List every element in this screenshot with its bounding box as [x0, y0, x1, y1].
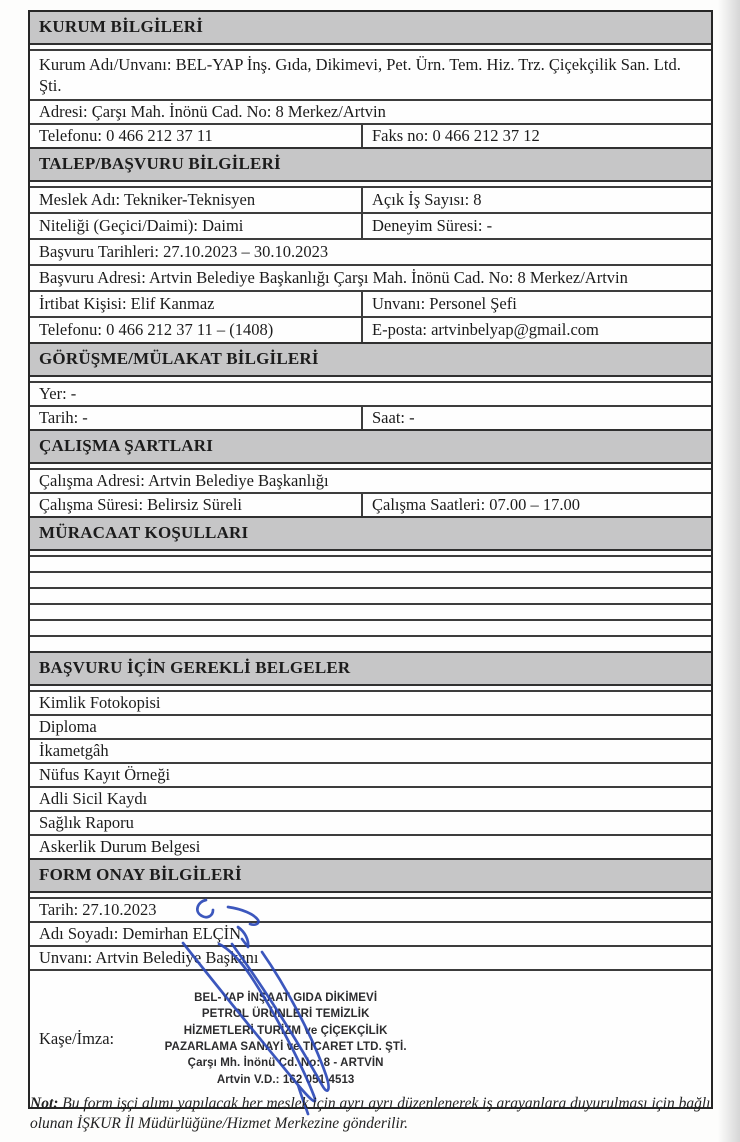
empty-row	[30, 619, 711, 635]
field-kurum-adresi-text: Adresi: Çarşı Mah. İnönü Cad. No: 8 Merkez/Artvin	[39, 102, 386, 122]
stamp-line: PETROL ÜRÜNLERİ TEMİZLİK	[201, 1008, 370, 1021]
field-onay-ad-soyad-text: Adı Soyadı: Demirhan ELÇİN	[39, 924, 242, 944]
field-irtibat-unvan	[30, 290, 711, 316]
field-calisma-sure-saat	[30, 492, 711, 516]
section-header-gorusme-mulakat: GÖRÜŞME/MÜLAKAT BİLGİLERİ	[30, 342, 711, 375]
field-gorusme-saat-text: Saat: -	[372, 408, 415, 428]
field-kurum-faks-text: Faks no: 0 466 212 37 12	[372, 126, 540, 146]
field-kase-imza	[30, 969, 711, 1107]
field-deneyim-suresi	[363, 214, 711, 238]
empty-row	[30, 635, 711, 651]
field-gorusme-yer	[30, 381, 711, 405]
empty-row	[30, 571, 711, 587]
field-irtibat-unvani	[363, 292, 711, 316]
belge-nufus-kayit: Nüfus Kayıt Örneği	[39, 765, 171, 785]
field-gorusme-tarih	[30, 407, 363, 429]
belge-saglik-raporu: Sağlık Raporu	[39, 813, 134, 833]
field-basvuru-tarihleri	[30, 238, 711, 264]
belge-item	[30, 834, 711, 858]
section-header-gerekli-belgeler: BAŞVURU İÇİN GEREKLİ BELGELER	[30, 651, 711, 684]
stamp-line: HİZMETLERİ TURİZM ve ÇİÇEKÇİLİK	[183, 1024, 388, 1037]
field-basvuru-tarihleri-text: Başvuru Tarihleri: 27.10.2023 – 30.10.2023	[39, 242, 329, 262]
section-header-calisma-sartlari: ÇALIŞMA ŞARTLARI	[30, 429, 711, 462]
field-gorusme-yer-text: Yer: -	[39, 384, 77, 404]
field-calisma-saatleri-text: Çalışma Saatleri: 07.00 – 17.00	[372, 495, 581, 515]
belge-item	[30, 786, 711, 810]
field-telefon-faks	[30, 123, 711, 147]
field-meslek-acikis	[30, 186, 711, 212]
belge-kimlik-fotokopisi: Kimlik Fotokopisi	[39, 693, 161, 713]
field-niteligi	[30, 214, 363, 238]
field-calisma-adresi	[30, 468, 711, 492]
field-calisma-saatleri	[363, 494, 711, 516]
form-table	[28, 10, 713, 1109]
field-acik-is-sayisi-text: Açık İş Sayısı: 8	[372, 190, 482, 210]
field-kurum-faks	[363, 125, 711, 147]
empty-row	[30, 603, 711, 619]
stamp-line: Çarşı Mh. İnönü Cd. No: 8 - ARTVİN	[187, 1057, 384, 1070]
field-deneyim-suresi-text: Deneyim Süresi: -	[372, 216, 493, 236]
field-meslek-adi-text: Meslek Adı: Tekniker-Teknisyen	[39, 190, 256, 210]
field-irtibat-telefon	[30, 318, 363, 342]
field-kurum-telefon	[30, 125, 363, 147]
field-eposta	[363, 318, 711, 342]
belge-ikametgah: İkametgâh	[39, 741, 109, 761]
field-onay-unvan	[30, 945, 711, 969]
field-kurum-adi-text: Kurum Adı/Unvanı: BEL-YAP İnş. Gıda, Dikimevi, Pet. Ürn. Tem. Hiz. Trz. Çiçekçilik San. Ltd. Şti.	[39, 55, 681, 95]
field-gorusme-tarih-saat	[30, 405, 711, 429]
field-irtibat-kisisi	[30, 292, 363, 316]
field-niteligi-text: Niteliği (Geçici/Daimi): Daimi	[39, 216, 244, 236]
belge-item	[30, 810, 711, 834]
section-header-form-onay: FORM ONAY BİLGİLERİ	[30, 858, 711, 891]
field-irtibat-kisisi-text: İrtibat Kişisi: Elif Kanmaz	[39, 294, 215, 314]
field-meslek-adi	[30, 188, 363, 212]
company-stamp	[128, 990, 443, 1088]
section-header-talep-basvuru: TALEP/BAŞVURU BİLGİLERİ	[30, 147, 711, 180]
field-acik-is-sayisi	[363, 188, 711, 212]
belge-askerlik-durum: Askerlik Durum Belgesi	[39, 837, 201, 857]
empty-row	[30, 587, 711, 603]
stamp-line: Artvin V.D.: 162 051 4513	[216, 1073, 355, 1086]
section-header-muracaat-kosullari: MÜRACAAT KOŞULLARI	[30, 516, 711, 549]
footnote	[30, 1094, 734, 1135]
belge-diploma: Diploma	[39, 717, 97, 737]
belge-adli-sicil: Adli Sicil Kaydı	[39, 789, 148, 809]
empty-row	[30, 555, 711, 571]
field-basvuru-adresi-text: Başvuru Adresi: Artvin Belediye Başkanlığı Çarşı Mah. İnönü Cad. No: 8 Merkez/Artvin	[39, 268, 628, 288]
field-irtibat-unvani-text: Unvanı: Personel Şefi	[372, 294, 517, 314]
field-calisma-suresi	[30, 494, 363, 516]
field-nitelik-deneyim	[30, 212, 711, 238]
field-kurum-telefon-text: Telefonu: 0 466 212 37 11	[39, 126, 213, 146]
field-irtibat-telefon-text: Telefonu: 0 466 212 37 11 – (1408)	[39, 320, 274, 340]
field-onay-tarih	[30, 897, 711, 921]
footnote-label: Not:	[30, 1095, 59, 1112]
field-kurum-adi	[30, 49, 711, 99]
field-kurum-adresi	[30, 99, 711, 123]
stamp-line: BEL-YAP İNŞAAT GIDA DİKİMEVİ	[194, 992, 378, 1005]
stamp-line: PAZARLAMA SANAYİ ve TİCARET LTD. ŞTİ.	[164, 1041, 407, 1053]
kase-imza-label: Kaşe/İmza:	[39, 1029, 115, 1049]
belge-item	[30, 714, 711, 738]
scan-artifact-edge	[718, 0, 740, 1142]
field-gorusme-tarih-text: Tarih: -	[39, 408, 88, 428]
field-telefon-eposta	[30, 316, 711, 342]
field-basvuru-adresi	[30, 264, 711, 290]
belge-item	[30, 738, 711, 762]
field-onay-tarih-text: Tarih: 27.10.2023	[39, 900, 157, 920]
field-calisma-suresi-text: Çalışma Süresi: Belirsiz Süreli	[39, 495, 243, 515]
belge-item	[30, 690, 711, 714]
field-calisma-adresi-text: Çalışma Adresi: Artvin Belediye Başkanlığı	[39, 471, 329, 491]
section-header-kurum-bilgileri: KURUM BİLGİLERİ	[30, 12, 711, 43]
field-onay-ad-soyad	[30, 921, 711, 945]
belge-item	[30, 762, 711, 786]
footnote-text: Bu form işçi alımı yapılacak her meslek için ayrı ayrı düzenlenerek iş arayanlara duyurulması için bağlı olunan İŞKUR İl Müdürlüğüne/Hizmet Merkezine gönderilir.	[30, 1095, 711, 1133]
field-onay-unvan-text: Unvanı: Artvin Belediye Başkanı	[39, 948, 259, 968]
field-eposta-text: E-posta: artvinbelyap@gmail.com	[372, 320, 599, 340]
field-gorusme-saat	[363, 407, 711, 429]
